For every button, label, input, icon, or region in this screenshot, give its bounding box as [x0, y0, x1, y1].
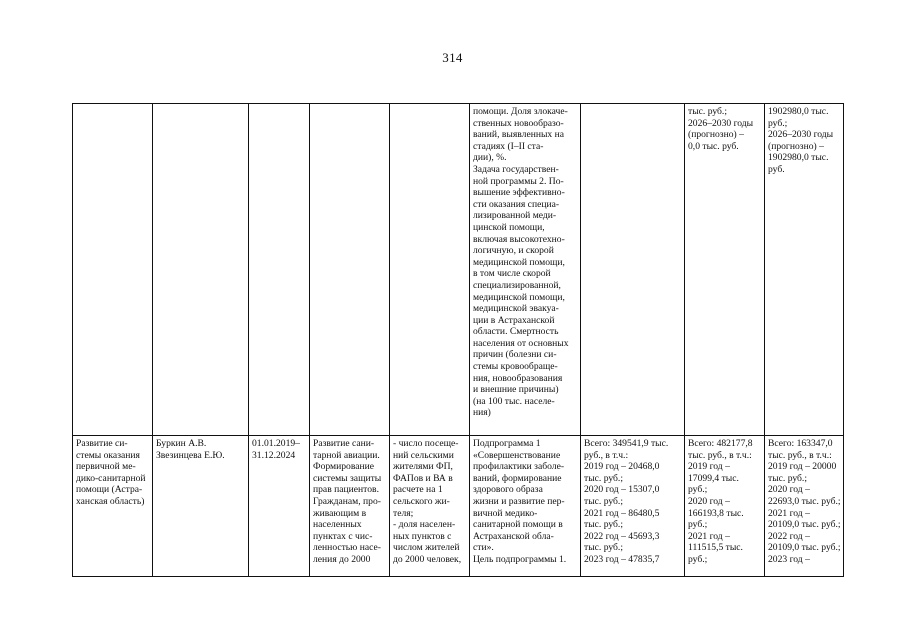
cell-indicators — [390, 104, 470, 436]
cell-period — [249, 104, 310, 436]
cell-measure-name — [73, 104, 153, 436]
cell-responsible — [153, 104, 249, 436]
cell-period: 01.01.2019– 31.12.2024 — [249, 436, 310, 577]
cell-indicators: - число посеще- ний сельскими жителями ФП, ФАПов и ВА в расчете на 1 сельского жи- теля; - доля населен- ных пунктов с числом жителей до 2000 человек, — [390, 436, 470, 577]
cell-funding-2: Всего: 482177,8 тыс. руб., в т.ч.: 2019 год – 17099,4 тыс. руб.; 2020 год – 166193,8 тыс. руб.; 2021 год – 111515,5 тыс. руб.; — [685, 436, 765, 577]
cell-funding-1: Всего: 349541,9 тыс. руб., в т.ч.: 2019 год – 20468,0 тыс. руб.; 2020 год – 15307,0 тыс. руб.; 2021 год – 86480,5 тыс. руб.; 2022 год – 45693,3 тыс. руб.; 2023 год – 47835,7 — [581, 436, 685, 577]
cell-measure-name: Развитие си- стемы оказания первичной ме- дико-санитарной помощи (Астра- ханская область) — [73, 436, 153, 577]
table-row — [73, 104, 844, 436]
program-table — [72, 103, 844, 577]
cell-funding-3: Всего: 163347,0 тыс. руб., в т.ч.: 2019 год – 20000 тыс. руб.; 2020 год – 22693,0 тыс. руб.; 2021 год – 20109,0 тыс. руб.; 2022 год – 20109,0 тыс. руб.; 2023 год – — [765, 436, 844, 577]
cell-description — [310, 104, 390, 436]
cell-description: Развитие сани- тарной авиации. Формирование системы защиты прав пациентов. Гражданам, про- живающим в населенных пунктах с чис- ленностью насе- ления до 2000 — [310, 436, 390, 577]
cell-responsible: Буркин А.В. Звезинцева Е.Ю. — [153, 436, 249, 577]
page-number: 314 — [442, 50, 463, 65]
cell-funding-3: 1902980,0 тыс. руб.; 2026–2030 годы (прогнозно) – 1902980,0 тыс. руб. — [765, 104, 844, 436]
cell-funding-2: тыс. руб.; 2026–2030 годы (прогнозно) – 0,0 тыс. руб. — [685, 104, 765, 436]
table-row — [73, 436, 844, 577]
cell-program-link: помощи. Доля злокаче- ственных новообразо- ваний, выявленных на стадиях (I–II ста- дии), %. Задача государствен- ной программы 2. По- вышение эффективно- сти оказания специа- лизированной меди- цинской помощи, включая высокотехно- логичную, и скорой медицинской помощи, в том числе скорой специализированной, медицинской помощи, медицинской эвакуа- ции в Астраханской области. Смертность населения от основных причин (болезни си- стемы кровообраще- ния, новообразования и внешние причины) (на 100 тыс. населе- ния) — [470, 104, 581, 436]
cell-funding-1 — [581, 104, 685, 436]
cell-program-link: Подпрограмма 1 «Совершенствование профилактики заболе- ваний, формирование здорового образа жизни и развитие пер- вичной медико- санитарной помощи в Астраханской обла- сти». Цель подпрограммы 1. — [470, 436, 581, 577]
